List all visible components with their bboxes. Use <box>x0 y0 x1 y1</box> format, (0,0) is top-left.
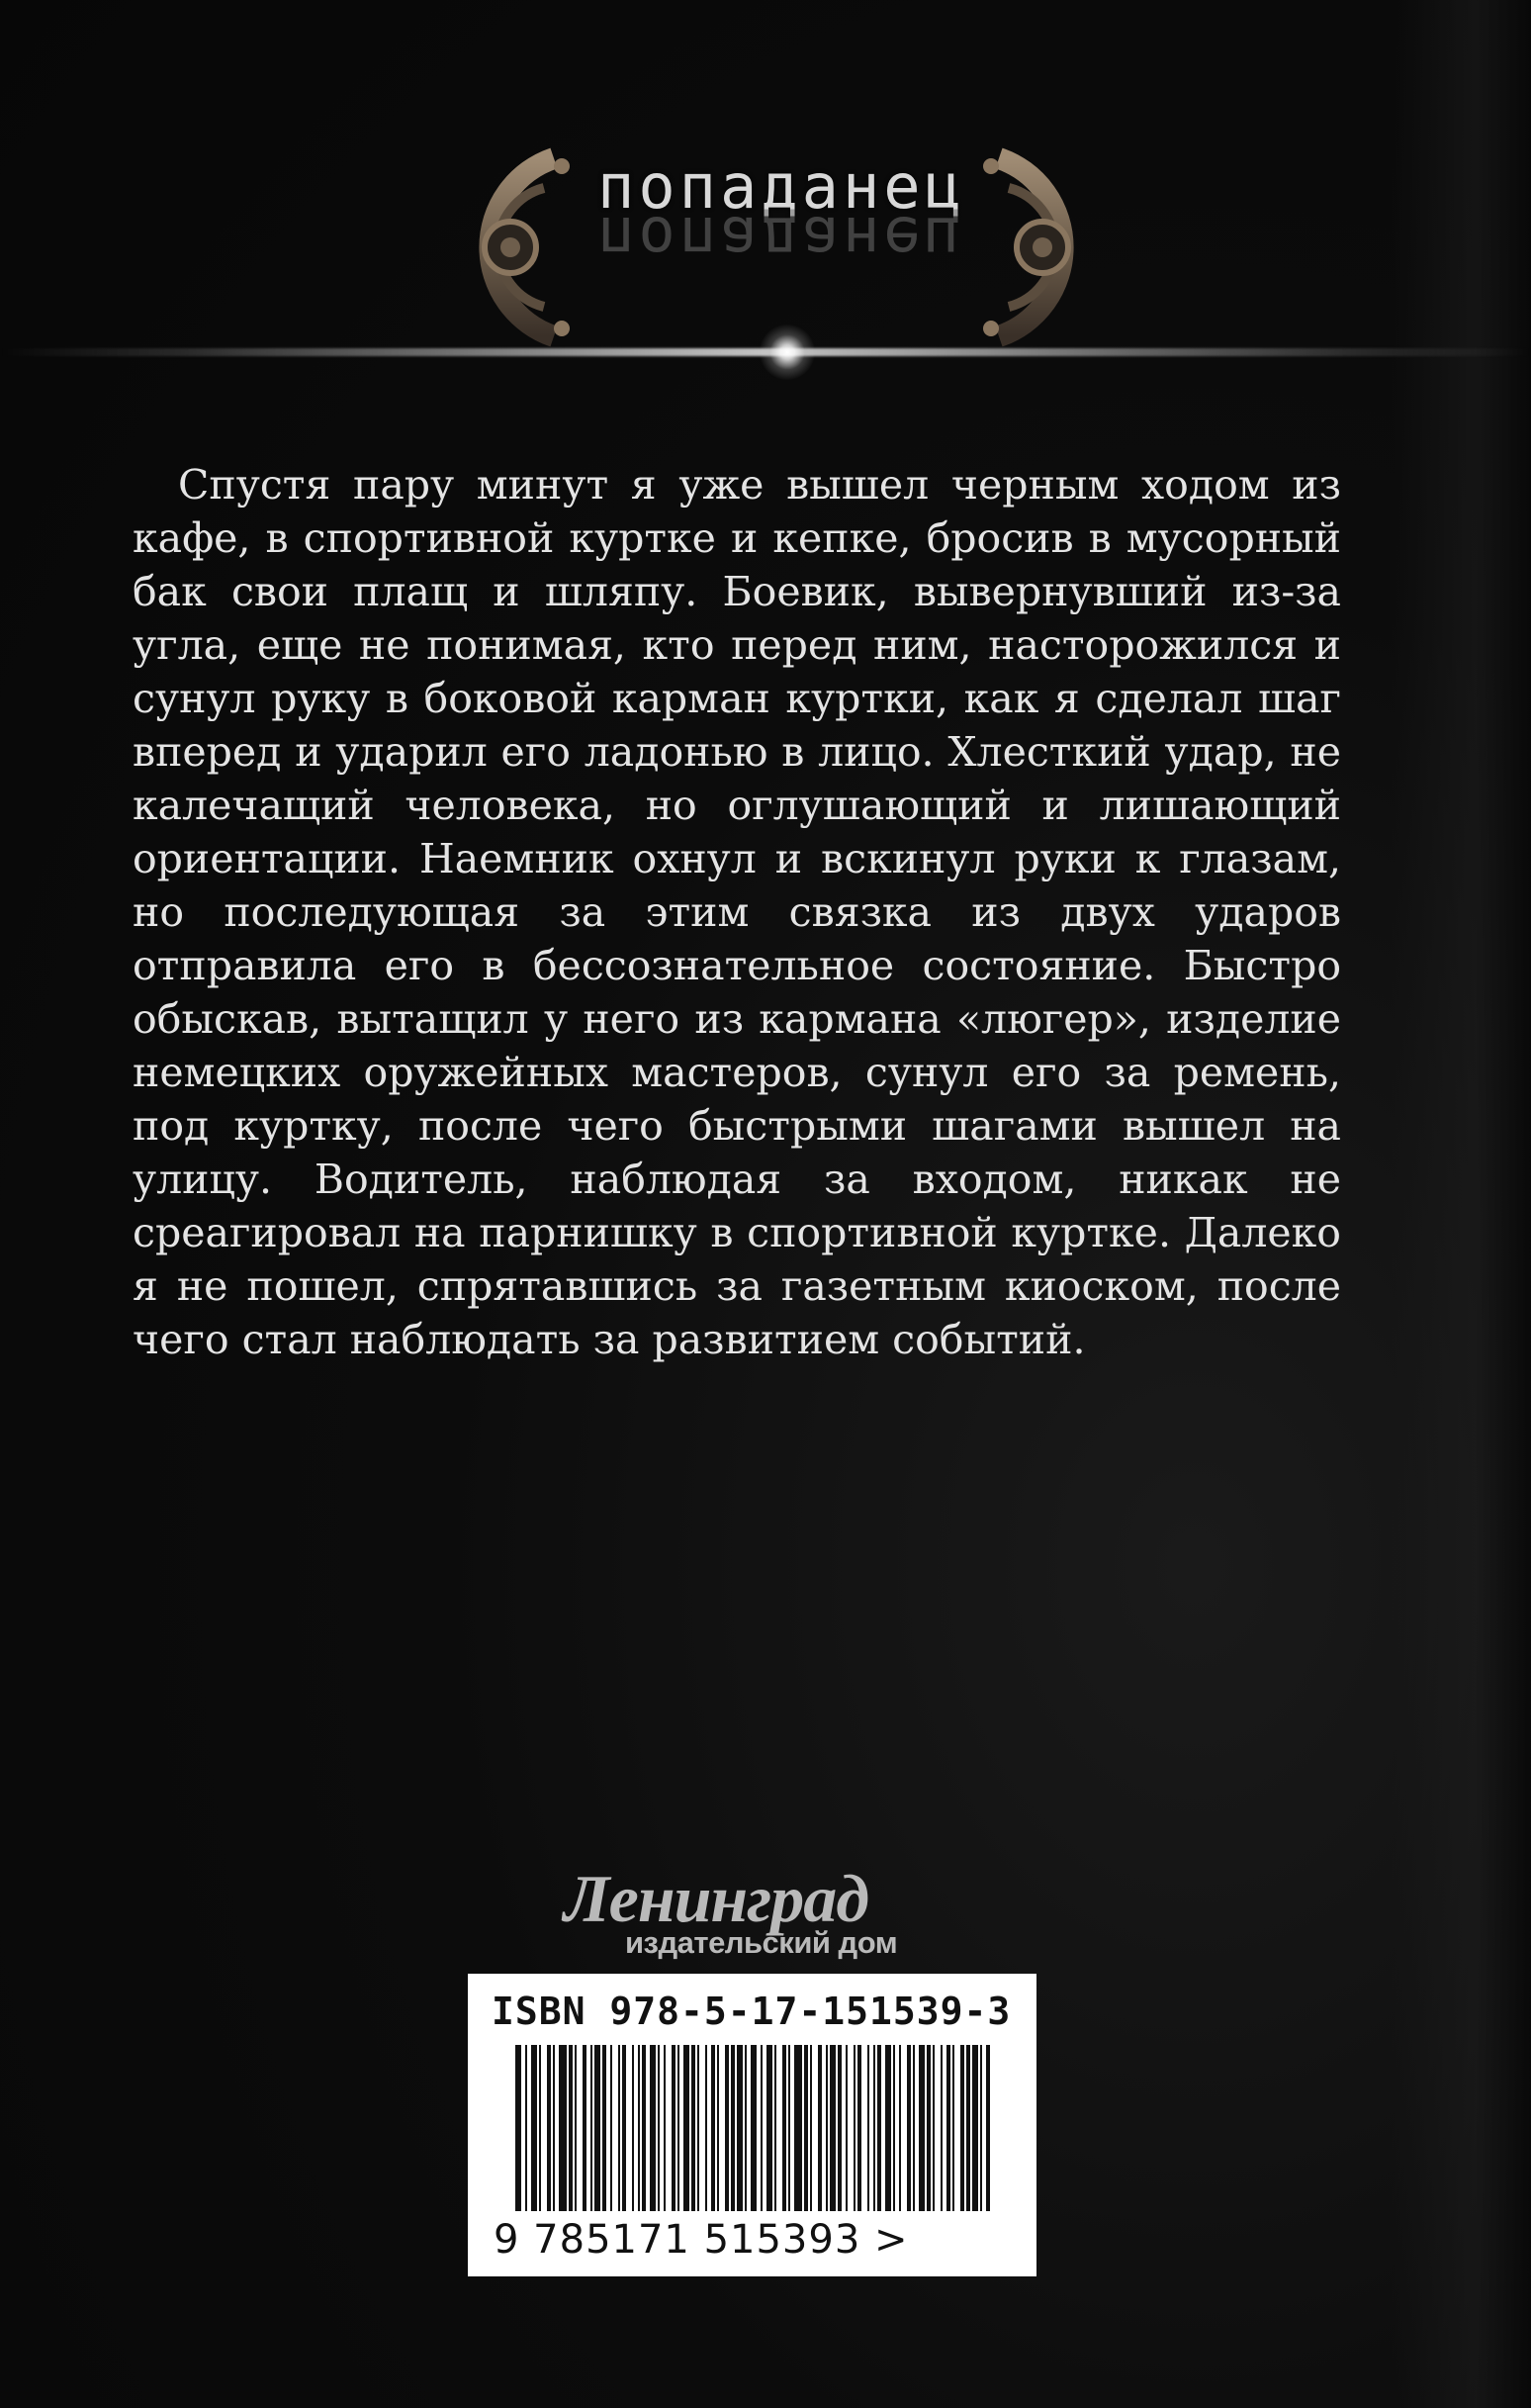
publisher-subtitle: издательский дом <box>625 1925 898 1960</box>
barcode-bar <box>873 2045 875 2211</box>
barcode-bar <box>622 2045 626 2211</box>
barcode-bar <box>638 2045 640 2211</box>
barcode-bar <box>830 2045 836 2211</box>
barcode-bar <box>788 2045 790 2211</box>
barcode-bar <box>972 2045 978 2211</box>
barcode-bar <box>559 2045 567 2211</box>
barcode-bar <box>717 2045 719 2211</box>
barcode-bar <box>941 2045 943 2211</box>
series-title-reflection: попаданец <box>597 203 965 275</box>
barcode-bar <box>683 2045 689 2211</box>
barcode-bar <box>583 2045 586 2211</box>
barcode-bar <box>602 2045 606 2211</box>
publisher-logo <box>560 1860 955 1969</box>
barcode-bar <box>751 2045 757 2211</box>
barcode-bar <box>664 2045 666 2211</box>
barcode-bar <box>960 2045 964 2211</box>
barcode-bar <box>907 2045 911 2211</box>
barcode-bar <box>569 2045 573 2211</box>
barcode-bars <box>515 2045 990 2211</box>
barcode-bar <box>610 2045 612 2211</box>
blurb-text-block <box>133 458 1341 1366</box>
barcode-bar <box>594 2045 600 2211</box>
barcode-bar <box>980 2045 982 2211</box>
barcode-bar <box>857 2045 861 2211</box>
barcode-bar <box>818 2045 822 2211</box>
barcode-bar <box>966 2045 970 2211</box>
barcode-bar <box>927 2045 931 2211</box>
barcode-bar <box>691 2045 695 2211</box>
barcode-bar <box>846 2045 848 2211</box>
barcode-bar <box>885 2045 891 2211</box>
barcode-bar <box>946 2045 950 2211</box>
barcode-bar <box>725 2045 729 2211</box>
barcode-bar <box>794 2045 802 2211</box>
barcode-bar <box>711 2045 715 2211</box>
barcode-bar <box>553 2045 555 2211</box>
barcode-bar <box>531 2045 537 2211</box>
barcode-bar <box>672 2045 675 2211</box>
barcode-bar <box>731 2045 735 2211</box>
barcode-bar <box>933 2045 935 2211</box>
ean-digits: 9 785171 515393 > <box>494 2217 909 2263</box>
barcode-bar <box>893 2045 895 2211</box>
barcode-panel <box>468 1974 1036 2276</box>
barcode-bar <box>913 2045 915 2211</box>
barcode-bar <box>854 2045 856 2211</box>
isbn-label: ISBN 978-5-17-151539-3 <box>492 1990 1012 2033</box>
light-flare-star <box>760 324 815 380</box>
barcode-bar <box>761 2045 763 2211</box>
barcode-bar <box>575 2045 577 2211</box>
barcode-bar <box>525 2045 527 2211</box>
barcode-bar <box>826 2045 828 2211</box>
barcode-bar <box>810 2045 812 2211</box>
barcode-bar <box>590 2045 592 2211</box>
series-title: попаданец <box>597 150 965 223</box>
barcode-bar <box>782 2045 786 2211</box>
barcode-bar <box>658 2045 660 2211</box>
barcode-bar <box>804 2045 808 2211</box>
barcode-bar <box>737 2045 743 2211</box>
barcode-bar <box>650 2045 656 2211</box>
barcode-bar <box>877 2045 881 2211</box>
barcode-bar <box>838 2045 842 2211</box>
barcode-bar <box>547 2045 551 2211</box>
barcode-bar <box>642 2045 646 2211</box>
barcode-bar <box>952 2045 954 2211</box>
barcode-bar <box>705 2045 707 2211</box>
barcode-bar <box>899 2045 901 2211</box>
barcode-bar <box>618 2045 620 2211</box>
barcode-bar <box>919 2045 925 2211</box>
barcode-bar <box>766 2045 772 2211</box>
barcode-bar <box>774 2045 776 2211</box>
barcode-bar <box>867 2045 869 2211</box>
publisher-name: Ленинград <box>564 1861 868 1936</box>
barcode-bar <box>677 2045 679 2211</box>
barcode-bar <box>539 2045 541 2211</box>
barcode-bar <box>986 2045 990 2211</box>
barcode-bar <box>697 2045 699 2211</box>
barcode-bar <box>745 2045 747 2211</box>
barcode-bar <box>632 2045 634 2211</box>
barcode-bar <box>515 2045 521 2211</box>
blurb-paragraph: Спустя пару минут я уже вышел черным ходом из кафе, в спортивной куртке и кепке, бросив в мусорный бак свои плащ и шляпу. Боевик, вывернувший из-за угла, еще не понимая, кто перед ним, насторожился и сунул руку в боковой карман куртки, как я сделал шаг вперед и ударил его ладонью в лицо. Хлесткий удар, не калечащий человека, но оглушающий и лишающий ориентации. Наемник охнул и вскинул руки к глазам, но последующая за этим связка из двух ударов отправила его в бессознательное состояние. Быстро обыскав, вытащил у него из кармана «люгер», изделие немецких оружейных мастеров, сунул его за ремень, под куртку, после чего быстрыми шагами вышел на улицу. Водитель, наблюдая за входом, никак не среагировал на парнишку в спортивной куртке. Далеко я не пошел, спрятавшись за газетным киоском, после чего стал наблюдать за развитием событий. <box>133 461 1341 1363</box>
